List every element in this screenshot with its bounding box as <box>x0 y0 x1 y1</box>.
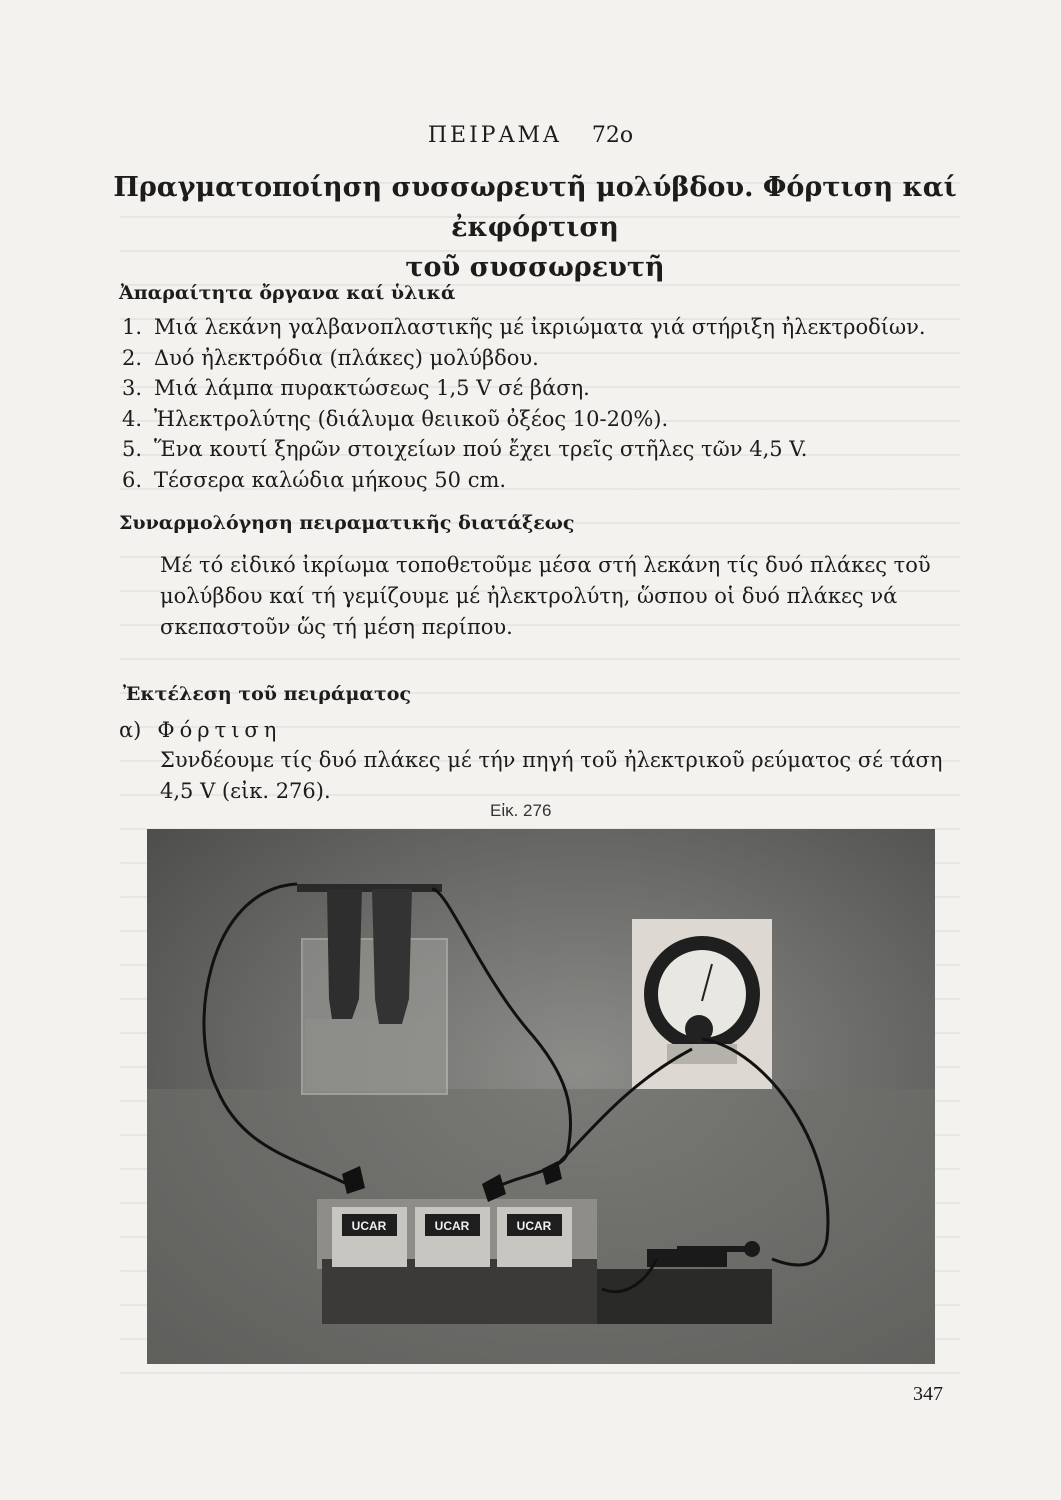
page-title <box>100 168 970 288</box>
battery-label: UCAR <box>516 1219 552 1233</box>
experiment-label: ΠΕΙΡΑΜΑ <box>427 123 562 148</box>
assembly-paragraph: Μέ τό εἰδικό ἰκρίωμα τοποθετοῦμε μέσα στή λεκάνη τίς δυό πλάκες τοῦ μολύβδου καί τή γεμίζουμε μέ ἠλεκτρολύτη, ὥσπου οἱ δυό πλάκες νά σκεπαστοῦν ὥς τή μέση περίπου. <box>160 553 931 639</box>
materials-list <box>122 312 926 495</box>
materials-heading: Ἀπαραίτητα ὄργανα καί ὑλικά <box>119 282 456 304</box>
figure-caption: Εἰκ. 276 <box>490 801 552 820</box>
subheading-marker: α) <box>119 718 142 742</box>
execution-paragraph: Συνδέουμε τίς δυό πλάκες μέ τήν πηγή τοῦ ἠλεκτρικοῦ ρεύματος σέ τάση 4,5 V (εἰκ. 276). <box>160 748 943 803</box>
execution-heading: Ἐκτέλεση τοῦ πειράματος <box>123 683 412 705</box>
charging-subheading <box>119 718 281 742</box>
list-item: 5. Ἕνα κουτί ξηρῶν στοιχείων πού ἔχει τρεῖς στῆλες τῶν 4,5 V. <box>122 437 808 461</box>
battery-box <box>317 1199 597 1324</box>
title-line-2: τοῦ συσσωρευτῆ <box>405 252 665 283</box>
experiment-number: 72ο <box>591 123 634 148</box>
list-item: 1. Μιά λεκάνη γαλβανοπλαστικῆς μέ ἰκριώματα γιά στήριξη ἠλεκτροδίων. <box>122 315 926 339</box>
experiment-photo <box>147 829 935 1364</box>
list-item: 6. Τέσσερα καλώδια μήκους 50 cm. <box>122 467 507 492</box>
battery-label: UCAR <box>434 1219 470 1233</box>
assembly-heading: Συναρμολόγηση πειραματικῆς διατάξεως <box>119 512 575 534</box>
list-item: 2. Δυό ἠλεκτρόδια (πλάκες) μολύβδου. <box>122 345 539 370</box>
list-item: 3. Μιά λάμπα πυρακτώσεως 1,5 V σέ βάση. <box>122 376 590 400</box>
list-item: 4. Ἠλεκτρολύτης (διάλυμα θειικοῦ ὀξέος 10-20%). <box>122 406 669 431</box>
photo-illustration <box>147 829 935 1364</box>
subheading-title: Φόρτιση <box>157 718 282 742</box>
experiment-header <box>0 123 1061 148</box>
battery-label: UCAR <box>351 1219 387 1233</box>
page-number: 347 <box>913 1383 943 1405</box>
title-line-1: Πραγματοποίηση συσσωρευτῆ μολύβδου. Φόρτιση καί ἐκφόρτιση <box>113 172 957 243</box>
